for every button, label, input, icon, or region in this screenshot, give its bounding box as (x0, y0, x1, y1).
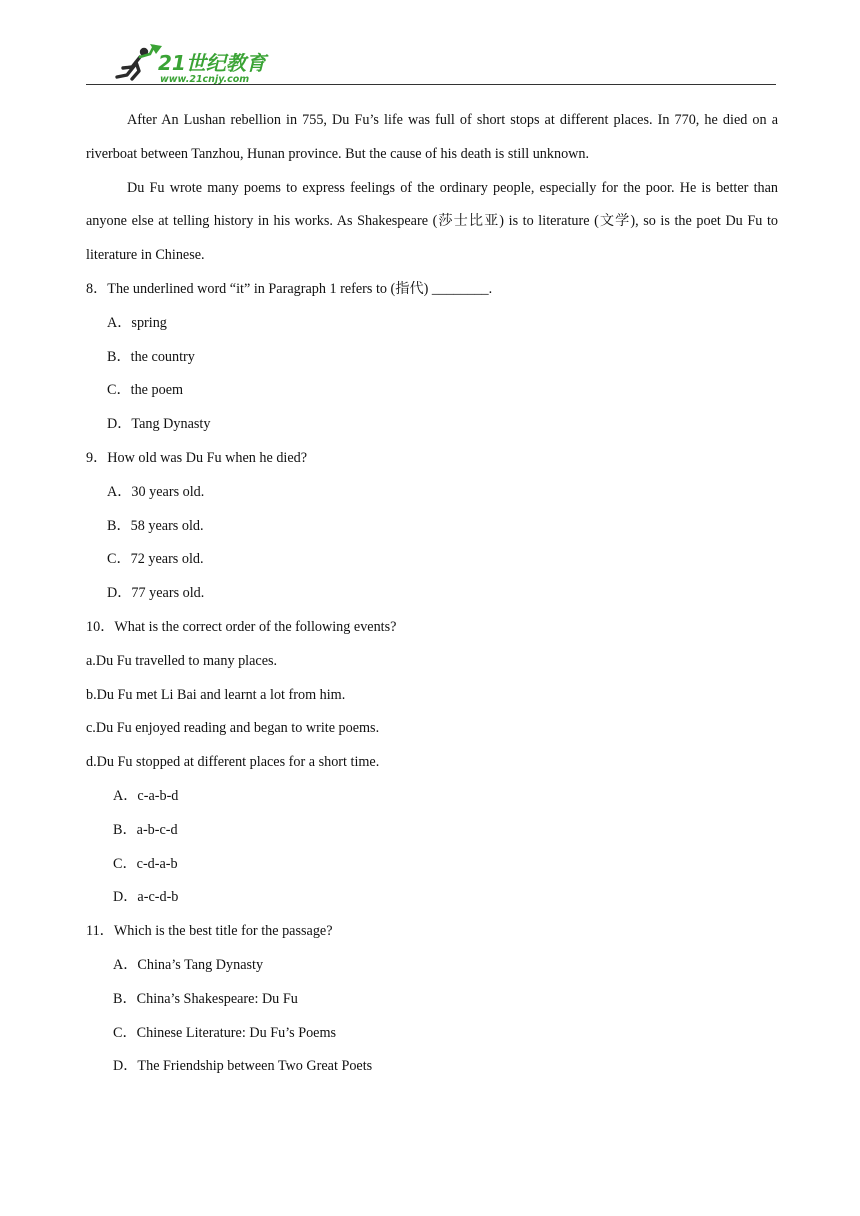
passage-paragraph-1: After An Lushan rebellion in 755, Du Fu’s life was full of short stops at different places. In 770, he died on a riverboat between Tanzhou, Hunan province. But the cause of his death is still unknown. (86, 112, 778, 162)
option-d: D．77 years old. (107, 585, 205, 602)
option-a: A．c-a-b-d (113, 787, 179, 804)
question-11 (86, 915, 778, 1084)
question-10 (86, 611, 778, 915)
option-a: A．30 years old. (107, 483, 205, 500)
option-d: D．a-c-d-b (113, 889, 179, 906)
site-logo (106, 42, 296, 84)
option-c: C．the poem (107, 382, 184, 399)
logo-main-text: 21世纪教育 (158, 51, 266, 75)
option-d: D．The Friendship between Two Great Poets (113, 1058, 373, 1075)
option-c: C．72 years old. (107, 551, 204, 568)
option-c: C．c-d-a-b (113, 855, 178, 872)
passage-paragraph-2: Du Fu wrote many poems to express feelings of the ordinary people, especially for the poor. He is better than anyone else at telling history in his works. As Shakespeare (莎士比亚) is to literature (文学), so is the poet Du Fu to literature in Chinese. (86, 179, 778, 264)
option-c: C．Chinese Literature: Du Fu’s Poems (113, 1024, 337, 1041)
event-c: c.Du Fu enjoyed reading and began to write poems. (86, 720, 380, 737)
option-a: A．China’s Tang Dynasty (113, 956, 264, 973)
event-b: b.Du Fu met Li Bai and learnt a lot from him. (86, 686, 346, 703)
question-9 (86, 442, 778, 611)
header-rule (86, 84, 776, 85)
question-stem: 8．The underlined word “it” in Paragraph 1 refers to (指代) ________. (86, 280, 493, 297)
option-b: B．a-b-c-d (113, 821, 178, 838)
event-a: a.Du Fu travelled to many places. (86, 652, 278, 669)
option-b: B．58 years old. (107, 517, 204, 534)
logo-sub-text: www.21cnjy.com (160, 74, 250, 84)
option-b: B．China’s Shakespeare: Du Fu (113, 990, 298, 1007)
question-stem: 11．Which is the best title for the passage? (86, 923, 333, 940)
option-a: A．spring (107, 314, 167, 331)
document-body (86, 104, 778, 1084)
question-8 (86, 273, 778, 442)
event-d: d.Du Fu stopped at different places for a short time. (86, 754, 380, 771)
runner-figure-icon (117, 44, 162, 79)
option-b: B．the country (107, 348, 195, 365)
question-stem: 10．What is the correct order of the following events? (86, 618, 397, 635)
option-d: D．Tang Dynasty (107, 416, 211, 433)
page-header (86, 40, 776, 88)
question-stem: 9．How old was Du Fu when he died? (86, 449, 308, 466)
